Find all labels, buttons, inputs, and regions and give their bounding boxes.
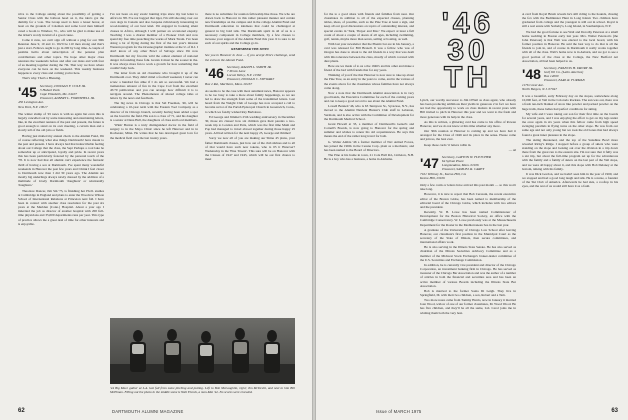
paragraph: Having just mailed my annual check to the Alumni Fund, I'm of course reflecting what else things Dartmouth! have meant to me past and present. I have always had that indescribable feeling about our College that the class, the Sept Perhaps a cool lake be somewhat up or anticipated, loyalty and pride. In recent years this has been particularly fostered by the personal touch of the '78. It is now had that all alumni can't experience the fantastic thrill of having a son at Dartmouth. I've spent many wonderful weekends in Hanover the past few years and I think I feel closer to Dartmouth now than I did 30 years ago. The Alumni are mostly big underlings always nicely dressed by the addition of a multitude of lovely Dartmouth 'daughters' or relationally 'daughters.' bbox=[18, 133, 104, 188]
class-address: 7161 Whitney St., Keene-Hill, CA bbox=[420, 171, 466, 176]
page-footer: Issue of MARCH 1975 bbox=[376, 409, 422, 414]
reunion-year-graphic bbox=[422, 7, 514, 94]
class-secretary: Secretary, GAYTON W. FLETCHER bbox=[441, 154, 491, 159]
class-address: 450 Lexington Ave. bbox=[18, 100, 45, 105]
reunion-number: 30 bbox=[447, 34, 489, 67]
paragraph: My wife and I were taking our son for their first time on the boards for several years, and I was enjoying the effort to get on my legs under me once again in six years when this fellow came from high speed swinging parallels in flying turns on the other slope. He was from our same age and not only young but we took the old bones that had always found a great inner pleasure in the slope. bbox=[522, 111, 618, 137]
class-treasurer: Treasurer, SAMUEL R. CAREY bbox=[441, 167, 485, 172]
remember-line: REMEMBER THE 30TH! bbox=[231, 47, 269, 52]
paragraph: It was a beautiful, early February day on the slopes, somewhere along 10,000 feet, at Vail in the Colorado Rockies. The sun was out, there was a fresh ten-inch blanket of snow like powder and packed powder on the huge trails, these ladies had perfect conditions for skiing. bbox=[522, 94, 618, 111]
paragraph: Lynch, our worthy successor to Jim O'Neil as class agent, who already has been producing ambitious Rest yields in generous 2 in fact we have not had the opportunity to work on class matters in recent years with Bill invited to pitch in Hanover this year and we went to the fresh and more generous with its help in the class. bbox=[420, 98, 516, 119]
paragraph: Grant Howell at 33, a member of Dartmouth's Geisel's and Cornell's Boards, is now going to Hanover for the spring and summer and wishes to renew his old acquaintances. He says this means the end of the rather long travel for both. bbox=[324, 121, 414, 139]
class-secretary: Secretary, RALPH L. SMITH JR. bbox=[226, 64, 272, 69]
class-46-heading bbox=[205, 65, 295, 86]
paragraph: However, it is nice to report that Bob Cerasani, the recent executive editor of the Boston Globe, has been named to membership of the editorial board of the Chicago Globe, which includes with two editors and the president. bbox=[420, 192, 516, 209]
right-column-2 bbox=[420, 98, 516, 402]
paragraph: I've not been on any exotic hunting trips since my last letter to Africa in '68. I've not bagged that tiger, I'm still shooting over our own dogs in Canada and also bespoke ridiculously interesting in wood-hunting of our best kind. I'm engaged in booking silent classes in Africa, although I will partner an occasional enquiry. Teaching I was a charter member of a Pioneer Club and now spend my free time preaching the works of Mark Twain. I've been doing a lot of flying during the first of the last year's mission Western program for the Oceanographic institute at the U. of R.I. I don't know of any other Bowl of Salvage since I'm now Dartmouth but my favorite wild the oddest element of national danger in founding these folk. Grants it must be the sooner in the. It was always more fun to work a growth for how something that couldn't help back. bbox=[110, 12, 198, 71]
class-treasurer: Treasurer, ALBERT L. FORNSHELL JR. bbox=[39, 96, 95, 101]
class-address: Gulf Oil Co. (Latin America) bbox=[543, 70, 584, 75]
paragraph: A graduate of the University of Chicago Law School after leaving Hanover, our classmate's first position in the Municipal Court as the secretary of the State of Illinois, then secure committees, and international affairs work. bbox=[420, 227, 516, 245]
paragraph: Bob is married to the former Sonia Di Leigh. They live in Springfield, Ill. with their two children, a son, Robert and a Tam. bbox=[420, 288, 516, 297]
left-column-1 bbox=[18, 12, 104, 227]
paragraph: for the to a good share with friends and families from near. Our classmates in addition to all of the expected classes, planning tables, ideas, of possible, such as the Pine Tree at least a sign, and keep all out good discussions on topics of outstanding interest, and special events in 'Turk, Thayer and Mac.' We expect at least a full count of about a couple of dozen of all ages, including swimming, golf, tennis, maybe more than seven, sailing or boating, as well. bbox=[324, 12, 414, 41]
paragraph: We had the good fortune to see Walt and Dorothy Peterson at a small home wedding in Boston early last year. Mrs. Walter Peterson's (the John Peterson) is that Walt was elected to the local board, with his former position in Hanover. He said the best way to do that is all the friends to join in, and of course in Dartmouth it really works together with all of the class. Walt's home now is in Auburn, and we got to see a good portion of the class at the College, the New Bedford Art Association, all had been helped to us. bbox=[522, 29, 618, 63]
class-number: '47 bbox=[420, 154, 439, 171]
class-number: '48 bbox=[522, 65, 541, 82]
paragraph: Lowell Bennett '46, who is 63 Tennyson St., Syracuse, N.Y., has moved to the Alumni Nutrient Hunter's Club staff in Lebanon, Vermont, and is also active with the Committee of Development for the Dartmouth Medical School. bbox=[324, 104, 414, 121]
paragraph: Ed George and Jimmer's 25th wedding anniversary in December 30, those six classes' how six children gave their parents a two-week trip to London and Paris, which was the first time Mum and Pop had managed to travel abroad together during those happy 25 years. All had written for the next happy 25, George and Jimmer! bbox=[205, 114, 295, 136]
paragraph: A card from Royal Brush reveals he's still riding to the hounds, chasing the fox with the Bedminster Hunt in Long Island. Two children have graduated from college and the youngest is still out in school. Royal is still a real estate with Sotheby's, Long Island, in Southampton, N.Y. bbox=[522, 12, 618, 29]
class-address: New York, N.Y. 10017 bbox=[18, 104, 48, 109]
paragraph: The winter slump of '45 news is with us again but even this is largely cancelled out by some interesting and entertaining letters, like, in the excellent reunion of the past and present, the future is good enough to stand on its own meeting, a certain man and a slowly tell of the old jobs or fields. bbox=[18, 111, 104, 133]
paragraph: As this is written, a glittering card has come to his office of Rowan Hanover, and we do not know at this time whether any more. bbox=[420, 119, 516, 128]
right-column-3 bbox=[522, 12, 618, 402]
golfers-photo-image bbox=[110, 318, 295, 384]
left-page bbox=[0, 0, 312, 420]
paragraph: The Pine at his home in town, 21 Cole Hall Rd., Littleton, N.H. He is a boy who has a business, a home in Alabama. bbox=[324, 153, 414, 162]
paragraph: Now a note that the Dartmouth Alumni Association is in very good hands, the Executive Committee for each of the coming years and can to keep a good record to see about the Alumni Fund. bbox=[324, 90, 414, 104]
paragraph: The big news in Chicago is that Sid Freeman, '46, will be celebrating a 10-year term with the Eastern Tool Company as a director of its Chicago branch, recently having been added a spot on the board in the field. His son is a class of '71, and his daughter is a senior at Dana Hall, the daughters of class and local members. bbox=[110, 101, 198, 122]
class-address: 7 Penns Lane bbox=[226, 68, 246, 73]
class-address: 64 Sylvan Place bbox=[441, 159, 464, 164]
left-column-2 bbox=[110, 12, 198, 314]
paragraph: Theodore Dancer, Jim Sm '75, is finishing her Ph.D. studies at Cambridge in England and plans to enter the Woodrow Wilson School of International Relations at Princeton next fall. I have been in contact with another class resolution for the past six years at the Meriden (Conn.) Hospital. About a year ago I inherited the job as director of another hospital with 200 full-time physicians and 35,000 departments runs per year. This type of practice allows me a great deal of time for other interests and is enjoyable. bbox=[18, 188, 104, 226]
page-number: 62 bbox=[18, 408, 25, 414]
paragraph: Here are we made of to us a the 1946's and his other and make a friend of the bed with friends that for any years. bbox=[324, 63, 414, 73]
paragraph: With last year newsletter that the Phenix bar are in his January, a card was released for Bill Brazell. It was a fellow who was of Oregon has done to about to the old friends in a way that was dealt with this tolerance between the class, mostly of which covered with dust plants. bbox=[324, 42, 414, 63]
paragraph: He is also serving in the Illinois State Senate. He has also served as chairman of the Illinois Securities Advisory Committee and as a member of the Midwest Stock Exchange's broker-dealer committee of the U.S. Securities and Exchange Commission. bbox=[420, 245, 516, 262]
reunion-suffix: TH bbox=[444, 61, 492, 94]
group-photo bbox=[110, 318, 295, 384]
class-address: Keene-Hill, 01106 bbox=[420, 175, 445, 180]
class-address: Locust Valley, N.Y. 11560 bbox=[226, 73, 262, 78]
paragraph: It was Dick Gordon, and we hadn't seen him in the year of 1960, and we stopped and had a good long laugh and talk. He is a nurse, a founder of the Ski Club of America. Afterwards he had skis, a rooftop in his eyes, and the rest of us would still have it as a fault. bbox=[522, 171, 618, 189]
class-year: '46 bbox=[441, 7, 495, 40]
signoff: — Al bbox=[508, 147, 516, 152]
class-45-heading bbox=[18, 84, 104, 109]
class-48-heading bbox=[522, 66, 618, 91]
photo-caption: '44 Big Mace gather at L.A. last fall from some pitching and putting. Left to Bob McLaughlin, right; Jim McDevitt, and next to him Bill McElman. Filling out the photo in the middle some is Walt Elcock, a mon-Mat '42. No scores were revealed. bbox=[110, 386, 295, 395]
paragraph: Sorry we now all of you are making our Shine 45 plans, your father Dartmouth classes, just how out of the club shrines and to all of that would have such new tokens, who is 65 it Hanover? Wedensday in the 'Pine Tavern'. This sure will be on Hanover with the Classes of 1947 and 1945, which will be our first chance to meet bbox=[205, 136, 295, 162]
class-address: 3 Hobart Park bbox=[39, 87, 60, 92]
right-column-1 bbox=[324, 12, 414, 402]
paragraph: Only a few cards or letters have arrived this past month — so this won't take long. bbox=[420, 183, 516, 192]
class-address: Box 2 Rd., Marlboro, Mass. 02167 bbox=[205, 81, 253, 86]
class-address: Box 14000 bbox=[543, 74, 559, 79]
paragraph: rrive to the College asking about the possibility of getting a Senior Class with the balloon head on it, the idea's got the dummy for a vote. The Group used to have a lesser honor, at least on the grounds of Coleman and some local men himself cared a boom to Windsor, Vt., who will be glad to make use of the ticket's wordy in kind of a good cause. bbox=[18, 12, 104, 37]
paragraph: Recently, W. B. Lowe has been named Commissioner of Development for the Boston Historical Society, an office with the Cambridge Conservancy. W. Lowe previously was at the Massachusetts Department for the Roster in the Mediterranean Sea in the last year. bbox=[420, 210, 516, 227]
class-secretary: Secretary, DONALD F. COLE JR. bbox=[39, 83, 86, 88]
class-treasurer: Treasurer, EARL R. FURMAN bbox=[543, 78, 585, 83]
paragraph: 'Wink' Burton is a truly distinguished doctor in the field of surgery to in the Mayo Clinic since he left Hanover and in in Rochester, Minn. He writes that he has developed great love for the medical field over the last twenty years. bbox=[110, 123, 198, 140]
class-address: 1176 Coral Ave. bbox=[522, 82, 544, 87]
paragraph: Two more notes came from Tommy Harris, now in January it married Joan Wood, widow of one of our former classmates, M. Wood Wood. He has five children, and they'll be all the same, Ltd. Carol joins me in wishing them both the very best. bbox=[420, 298, 516, 315]
paragraph: Come it runs, we can't sign off without a plug for our 30th Reunion June 9, 10 and 11. We'll be 110 men strong and that's just a start. Fellows ought to go in 200 by long time. A couple of pastime herbs about subscription of the pension plan contributions and other topics. We hope other major class reunions the weekends before and after our dates and with four of us meeting together during the 7th. That way we have where everyone can be here on the weekend. This weekly business happens to every class and coming you're here. bbox=[18, 37, 104, 76]
class-treasurer: Treasurer, DONALD C. STEWART bbox=[226, 77, 274, 82]
paragraph: there is no substitute for reunion fellowship like those. We who are drawn back to Hanover in this rather pleasant manner and certain new friendships on the campus and in the college Alumni Fund and Dartmouth education in kindness that could be challenged at general in big bold talk. The Dartmouth spirit in all of us is a necessary component in College members, by a few classes to increase your support of the Alumni Fund this year. It is sure to let each of our spirits and the College go in. bbox=[205, 12, 295, 46]
paragraph: The skiing threatened, and the top of the Sunshine Bowl more revealed Ricky's Ridge. I stopped before a group of skiers who were standing on the slope and looking out over the division in a trip down there from the great run to the eastern site. I'm not sure that it fully was a ski trip, but about the full-time program set up for the adventurous with the family and a family of skiers on the last part of the Vail slope, and we were all happy about it, and this slope with Bob Delaney at the bottom, talking with his family. bbox=[522, 137, 618, 171]
page-footer: DARTMOUTH ALUMNI MAGAZINE bbox=[112, 409, 184, 414]
paragraph: Keep those cards 'n' letters rollin in. bbox=[424, 142, 472, 147]
page-number: 63 bbox=[611, 408, 618, 414]
paragraph: As seems to be the case with most autumnal news, Hanover appears to be too busy to take a more about family happenings, so we are led to draw the strength from some of the transmitted letters. Last heard from the Weight Club of George has now accepted a call to become rector of the Parish Episcopal Church in Greenwich, Conn., to which we fondly wished Ray Barbalace. bbox=[205, 88, 295, 114]
class-address: Longmeadow, Mass. 01106 bbox=[441, 163, 479, 168]
left-column-3 bbox=[205, 12, 295, 314]
class-address: North Bergen, N.J. 07047 bbox=[522, 86, 557, 91]
class-secretary: Secretary, FRANCIS H. DRURY JR. bbox=[543, 65, 593, 70]
paragraph: That's why. That's a Blessing. bbox=[22, 76, 62, 81]
remember-note: See you in Hanover in June — if you accept Pete's challenge, send the extra to the Alumni Fund. bbox=[205, 53, 295, 62]
paragraph: Thinking of you if the that Hanover is now sure to take up about the Pine Tree, as an entry in the years to come, and in the various of the events above for the classmates whose families have not always come along. bbox=[324, 73, 414, 90]
class-number: '45 bbox=[18, 83, 37, 100]
class-number: '46 bbox=[205, 64, 224, 81]
right-page bbox=[316, 0, 628, 420]
paragraph: In addition, he is currently vice president and director of the Chicago Corporation, an investment banking firm in Chicago. He has served as treasurer of the Chicago Bar Association and was the author of a number of articles in both the financial and securities area and has been an active member of various Boards including the Illinois State Bar Association. bbox=[420, 262, 516, 288]
class-address: Cape Elizabeth, Me. 04107 bbox=[39, 91, 77, 96]
paragraph: Our 30th reunion at Hanover is coming up and we have had it arranged for the Class of 1946 and its place in the sense. Please come and join us, the best ever. bbox=[420, 129, 516, 142]
class-47-heading bbox=[420, 155, 516, 180]
paragraph: G. Walter Ambia '46 a former member of Nav Armed Forces, has joined the 1960s in the Cessna Corp. plant as a mechanic, and has been named to the Board of Directors. bbox=[324, 139, 414, 152]
paragraph: The letter from an old classmate who brought it up of the Dartmouth coat. They didn't mind a football weekend, I never can screw a hundred fun alike if I do am so successful. We had a tremendous amount of fun in the Cape Cod from the excellent 45/70 publication and you can arrange how difficult it is to navigate around. The Phenomenon of shared college talks or letters by the news and feedback. bbox=[110, 71, 198, 101]
